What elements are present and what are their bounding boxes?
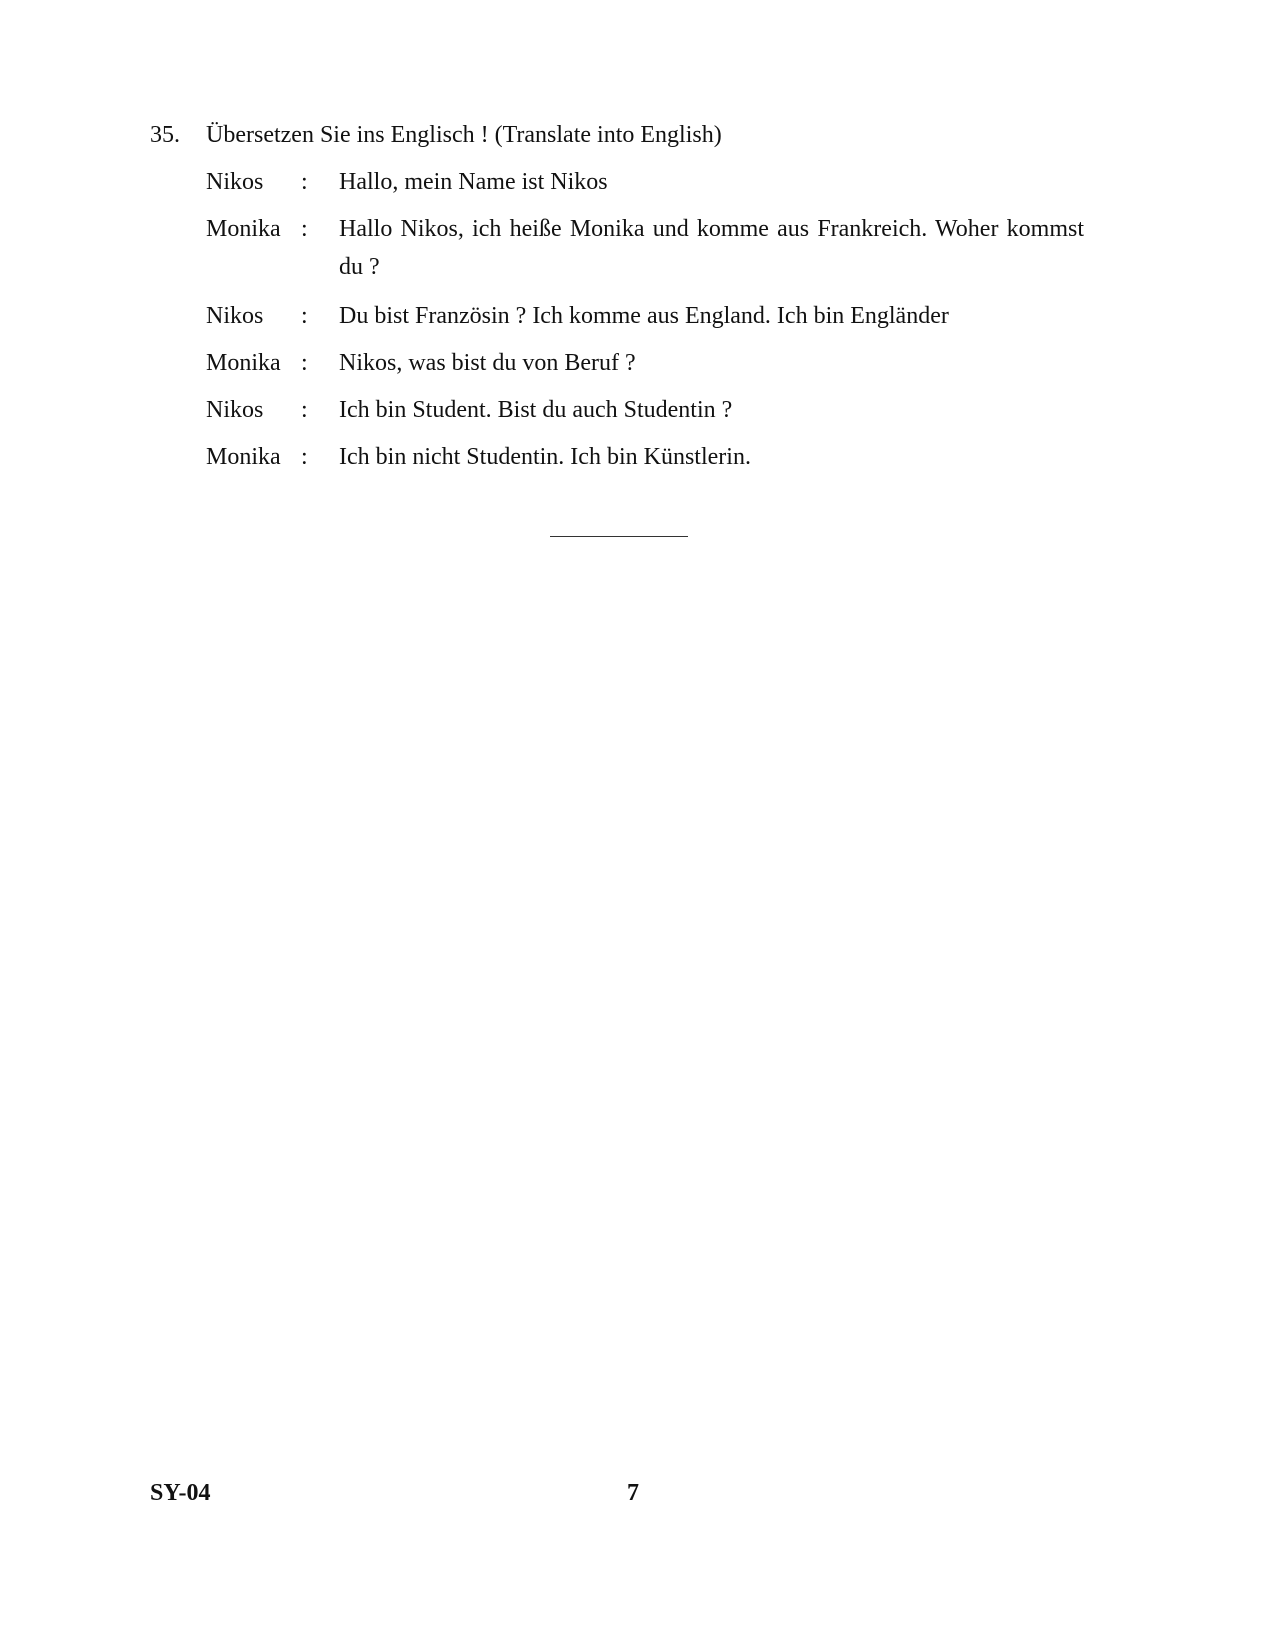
question-35 — [150, 118, 1090, 487]
dialogue-line — [206, 212, 1090, 286]
dialogue — [206, 165, 1090, 474]
dialogue-line — [206, 440, 1090, 474]
speaker-separator: : — [301, 350, 308, 376]
speaker-separator: : — [301, 169, 308, 195]
speaker-separator: : — [301, 303, 308, 329]
dialogue-line — [206, 393, 1090, 427]
speaker-name: Nikos — [206, 397, 264, 423]
question-instruction: Übersetzen Sie ins Englisch ! (Translate into English) — [206, 122, 722, 148]
question-number: 35. — [150, 122, 180, 148]
dialogue-text: Ich bin nicht Studentin. Ich bin Künstlerin. — [339, 444, 751, 470]
speaker-name: Monika — [206, 350, 281, 376]
paper-code: SY-04 — [150, 1480, 211, 1506]
speaker-separator: : — [301, 444, 308, 470]
dialogue-line — [206, 165, 1090, 199]
dialogue-text: Ich bin Student. Bist du auch Studentin ? — [339, 397, 733, 423]
speaker-separator: : — [301, 397, 308, 423]
page-number: 7 — [627, 1480, 639, 1506]
end-divider — [550, 536, 688, 537]
speaker-separator: : — [301, 216, 308, 242]
dialogue-line — [206, 346, 1090, 380]
speaker-name: Monika — [206, 216, 281, 242]
speaker-name: Monika — [206, 444, 281, 470]
speaker-name: Nikos — [206, 169, 264, 195]
dialogue-text: Du bist Französin ? Ich komme aus England. Ich bin Engländer — [339, 303, 949, 329]
dialogue-line — [206, 299, 1090, 333]
dialogue-text: Hallo Nikos, ich heiße Monika und komme aus Frankreich. Woher kommst du ? — [339, 216, 1084, 280]
question-header — [150, 118, 1090, 152]
dialogue-text: Nikos, was bist du von Beruf ? — [339, 350, 636, 376]
dialogue-text: Hallo, mein Name ist Nikos — [339, 169, 608, 195]
speaker-name: Nikos — [206, 303, 264, 329]
